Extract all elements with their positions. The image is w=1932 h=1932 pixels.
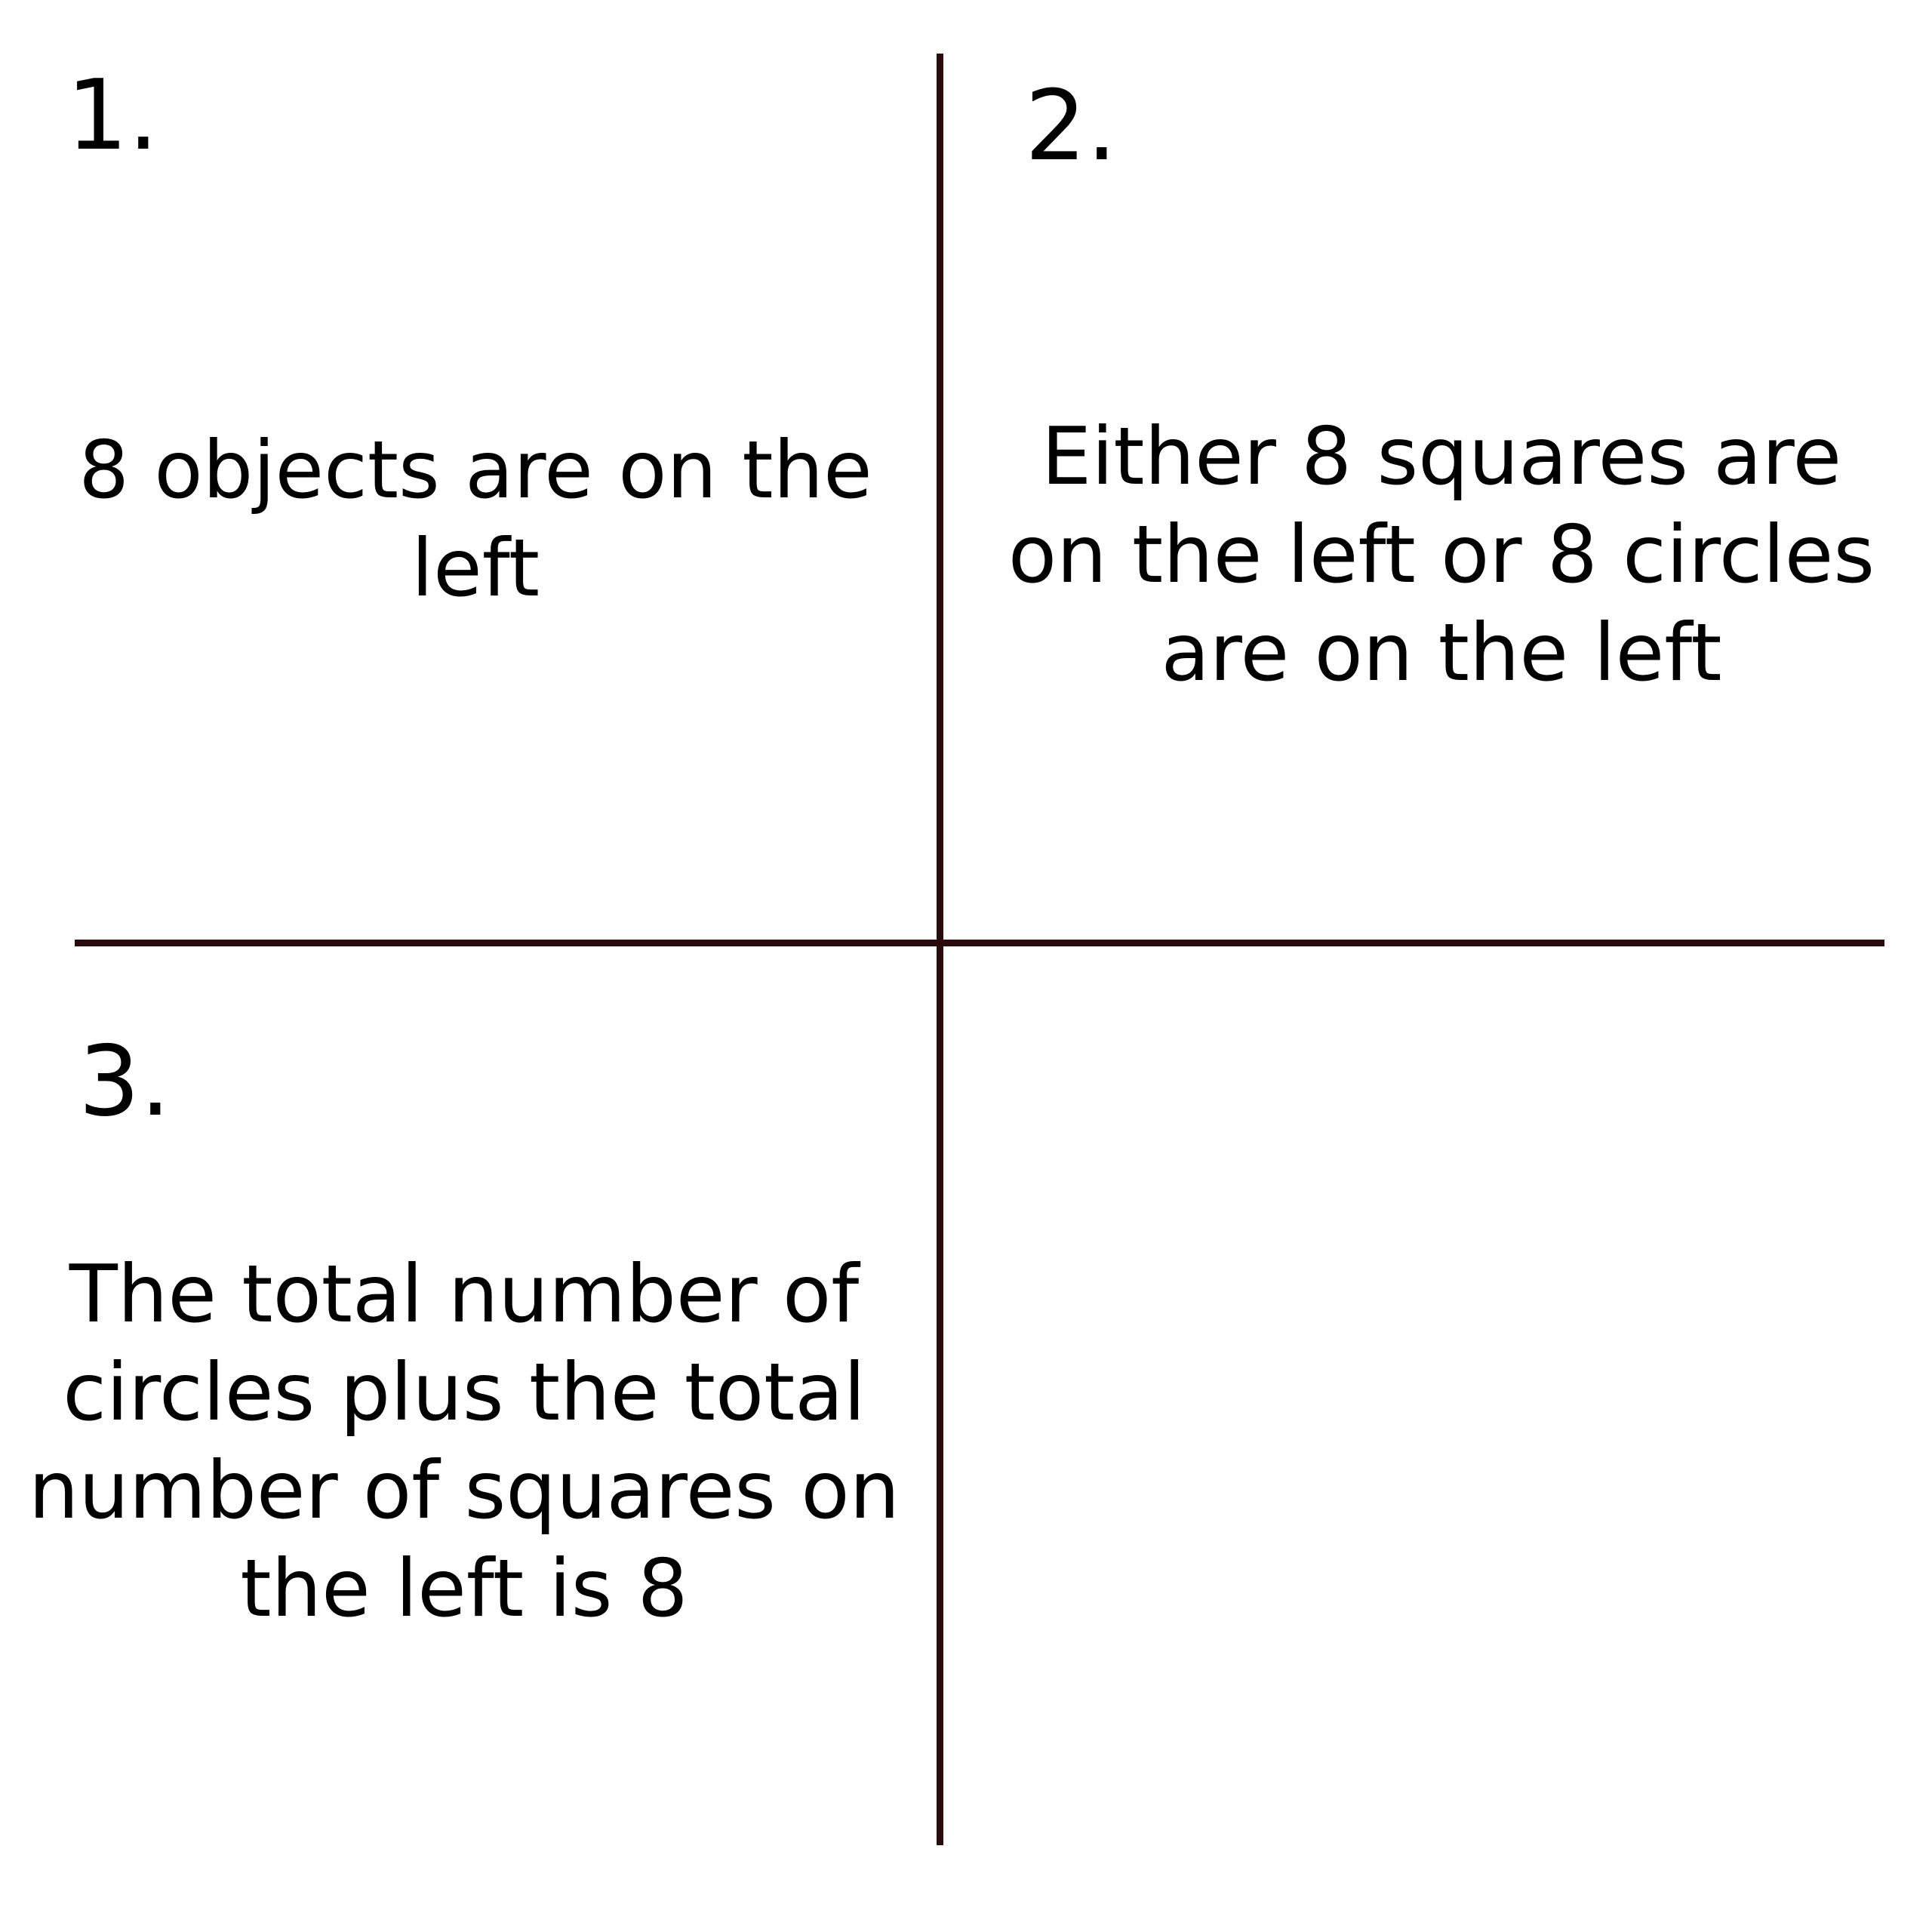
panel-1-statement: 8 objects are on the left <box>78 424 872 614</box>
panel-2-number: 2. <box>1025 70 1118 183</box>
vertical-divider <box>937 54 943 1845</box>
panel-3-statement: The total number of circles plus the total number of squares on the left is 8 <box>28 1248 900 1635</box>
panel-1-number: 1. <box>66 60 159 172</box>
horizontal-divider <box>75 940 1884 946</box>
panel-3-number: 3. <box>78 1026 171 1138</box>
panel-2-statement: Either 8 squares are on the left or 8 circles are on the left <box>1008 411 1875 699</box>
